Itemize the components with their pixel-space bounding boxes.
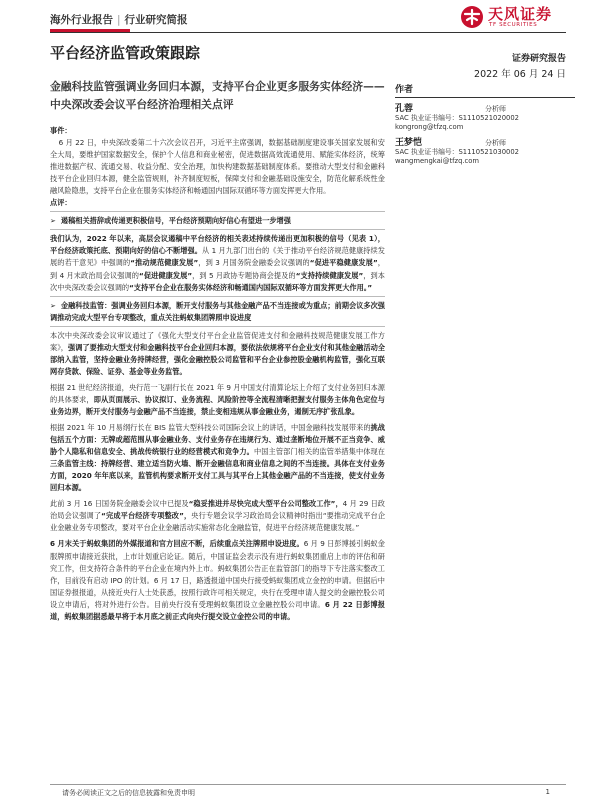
bold-text: 我们认为，2022 年以来，高层会议遏稿中平台经济的相关表述持续传递出更加积极的信号（见表 1），平台经济政策托底、预期向好的信心不断增强。	[50, 234, 385, 256]
comment-label: 点评：	[50, 198, 72, 208]
category-label: 海外行业报告	[50, 14, 113, 26]
bold-text: 三条监管主线：持牌经营、建立适当防火墙、断开金融信息和商业信息之间的不当连接。具体在支付业务方面，2020 年年底以来，监管机构要求断开支付工具与其平台上其他金融产品的不当连接，使支付业务回归本源。	[50, 459, 385, 493]
body-text: 中国主管部门相关的监管举措集中体现在	[253, 447, 385, 457]
section-heading-text: 遏稿相关措辞或传递更积极信号，平台经济预期向好信心有望进一步增强	[60, 216, 291, 226]
section-heading-text: 金融科技监管：强调业务回归本源，断开支付服务与其他金融产品不当连接或为重点；前期会议多次强调推动完成大型平台专项整改，重点关注蚂蚁集团牌照申设进度	[50, 300, 385, 322]
body-text: 央行专题会议学习政治局会议精神时指出“要推动完成平台企业金融业务专项整改，要对平台企业金融活动实施常态化金融监管，促进平台经济规范健康发展。”	[50, 511, 386, 533]
bold-text: “支持持续健康发展”	[295, 270, 364, 280]
logo-text-cn: 天风证券	[488, 5, 553, 23]
header-divider	[50, 32, 566, 33]
report-date: 2022 年 06 月 24 日	[474, 69, 566, 80]
company-logo	[460, 3, 560, 31]
body-text: 4 月 29 日政治局会议强调了	[50, 499, 385, 521]
category-separator: |	[117, 14, 121, 26]
bold-text: “推动规范健康发展”	[130, 258, 199, 268]
footer-divider	[50, 784, 566, 785]
bold-text: 挑战包括五个方面：无牌或超范围从事金融业务、支付业务存在违规行为、通过垄断地位开展不正当竞争、威胁个人隐私和信息安全、挑战传统银行业的经营模式和竞争力。	[50, 423, 385, 457]
bold-text: 6 月末关于蚂蚁集团的外媒报道和官方回应不断，后续重点关注牌照申设进度。	[50, 539, 304, 549]
logo-mark-icon	[460, 5, 484, 29]
section-heading-2	[50, 300, 385, 324]
bold-text: 即从页面展示、协议拟订、业务流程、风险阶控等全流程清晰把握支付服务主体角色定位与业务边界，断开支付服务与金融产品不当连接，禁止变相违规从事金融业务，遏制无序扩张乱象。	[50, 394, 385, 416]
report-category	[50, 12, 188, 27]
section-heading-1	[50, 215, 385, 227]
paragraph-ant-group	[50, 538, 385, 622]
body-text: 从 1 月九部门出台的《关于推动平台经济规范健康持续发展的若干意见》中强调的	[50, 246, 385, 268]
footer-disclaimer: 请务必阅读正文之后的信息披露和免责申明	[62, 789, 195, 797]
author-name: 王梦恺	[395, 138, 423, 148]
body-text: ，到本次中央深改委会议强调的	[50, 270, 385, 292]
body-text: 根据 21 世纪经济报道，央行范一飞副行长在 2021 年 9 月中国支付清算论坛上介绍了支付业务回归本源的具体要求，	[50, 382, 385, 404]
paragraph-rectification	[50, 498, 385, 534]
section-divider	[50, 326, 385, 327]
bold-text: 强调了要推动大型支付和金融科技平台企业回归本源，要依法依规将平台企业支付和其他金融活动全部纳入监管，坚持金融业务持牌经营，强化金融控股公司监管和平台企业参控股金融机构监管，强化互联网存贷款、保险、证券、基金等业务监管。	[50, 342, 385, 376]
author-role: 分析师	[485, 139, 506, 147]
body-text: 根据 2021 年 10 月易纲行长在 BIS 监管大型科技公司国际会议上的讲话，中国金融科技发展带来的	[50, 423, 371, 433]
author-email[interactable]: kongrong@tfzq.com	[395, 123, 464, 131]
author-card	[395, 139, 575, 166]
bold-text: “支持平台企业在服务实体经济和畅通国内国际双循环等方面发挥更大作用。”	[129, 282, 373, 292]
arrow-bullet-icon: ➢	[50, 217, 56, 226]
body-text: 此前 3 月 16 日国务院金融委会议中已提及	[50, 499, 189, 509]
authors-panel	[395, 82, 575, 166]
bold-text: “促进平稳健康发展”	[309, 258, 378, 268]
event-paragraph: 6 月 22 日，中央深改委第二十六次会议召开，习近平主席强调，数据基础制度建设事关国家发展和安全大局，要维护国家数据安全，保护个人信息和商业秘密，促进数据高效流通使用、赋能实体经济，统筹推进数据产权、流通交易、收益分配、安全治理，加快构建数据基础制度体系。要推动大型支付和金融科技平台企业回归本源，健全监管规则，补齐制度短板，保障支付和金融基础设施安全，防范化解系统性金融风险隐患，支持平台企业在服务实体经济和畅通国内国际双循环等方面发挥更大作用。	[50, 138, 385, 196]
bold-text: “稳妥推进并尽快完成大型平台公司整改工作”，	[188, 499, 343, 509]
author-name: 孔蓉	[395, 104, 414, 114]
report-main-title: 金融科技监管强调业务回归本源，支持平台企业更多服务实体经济——中央深改委会议平台经济治理相关点评	[50, 80, 385, 111]
bold-text: 6 月 22 日彭博报道，蚂蚁集团据悉最早将于本月底之前正式向央行提交设立金控公司的申请。	[50, 599, 385, 621]
author-role: 分析师	[485, 105, 506, 113]
body-text: ，到 4 月末政治局会议强调的	[50, 258, 385, 280]
authors-heading: 作者	[395, 82, 575, 98]
logo-text-en: TF SECURITIES	[489, 22, 538, 28]
paragraph-policy-signals	[50, 233, 385, 293]
paragraph-fintech-plan	[50, 330, 385, 378]
section-divider	[50, 211, 385, 212]
body-text: ，到 5 月政协专题协商会提及的	[192, 270, 296, 280]
report-body	[50, 125, 385, 623]
arrow-bullet-icon: ➢	[50, 301, 56, 310]
body-text: ，到 3 月国务院金融委会议强调的	[198, 258, 310, 268]
paragraph-payment-return	[50, 382, 385, 418]
event-label: 事件：	[50, 126, 72, 135]
subcategory-label: 行业研究简报	[124, 14, 188, 26]
page-title: 平台经济监管政策跟踪	[50, 44, 201, 62]
author-email[interactable]: wangmengkai@tfzq.com	[395, 157, 480, 165]
paragraph-bis-speech	[50, 422, 385, 494]
section-divider	[50, 229, 385, 230]
author-license: SAC 执业证书编号：S1110521020002	[395, 114, 519, 122]
body-text: 6 月 9 日彭博援引蚂蚁金服牌照申请接近获批，上市计划重启论证。随后，中国证监会表示没有进行蚂蚁集团重启上市的评估和研究工作，但支持符合条件的平台企业在境内外上市。蚂蚁集团公告正在监管部门的指导下专注落实整改工作，目前没有启动 IPO 的计划。6 月 17 日，路透报道中国央行接受蚂蚁集团成立金控的申请。但据后中国证券报报道，从接近央行人士处获悉，按照行政许可相关规定，央行在受理申请人提交的金融控股公司设立申请后，将对外进行公告。目前央行没有受理蚂蚁集团设立金融控股公司申请。	[50, 539, 385, 609]
page-number: 1	[545, 788, 550, 796]
author-license: SAC 执业证书编号：S1110521030002	[395, 148, 519, 156]
body-text: 本次中央深改委会议审议通过了《强化大型支付平台企业监管促进支付和金融科技规范健康发展工作方案》，	[50, 330, 385, 352]
bold-text: “促进健康发展”	[139, 270, 193, 280]
bold-text: “完成平台经济专项整改”，	[101, 511, 192, 521]
author-card	[395, 105, 575, 132]
section-divider	[50, 296, 385, 297]
report-type: 证券研究报告	[511, 54, 566, 64]
